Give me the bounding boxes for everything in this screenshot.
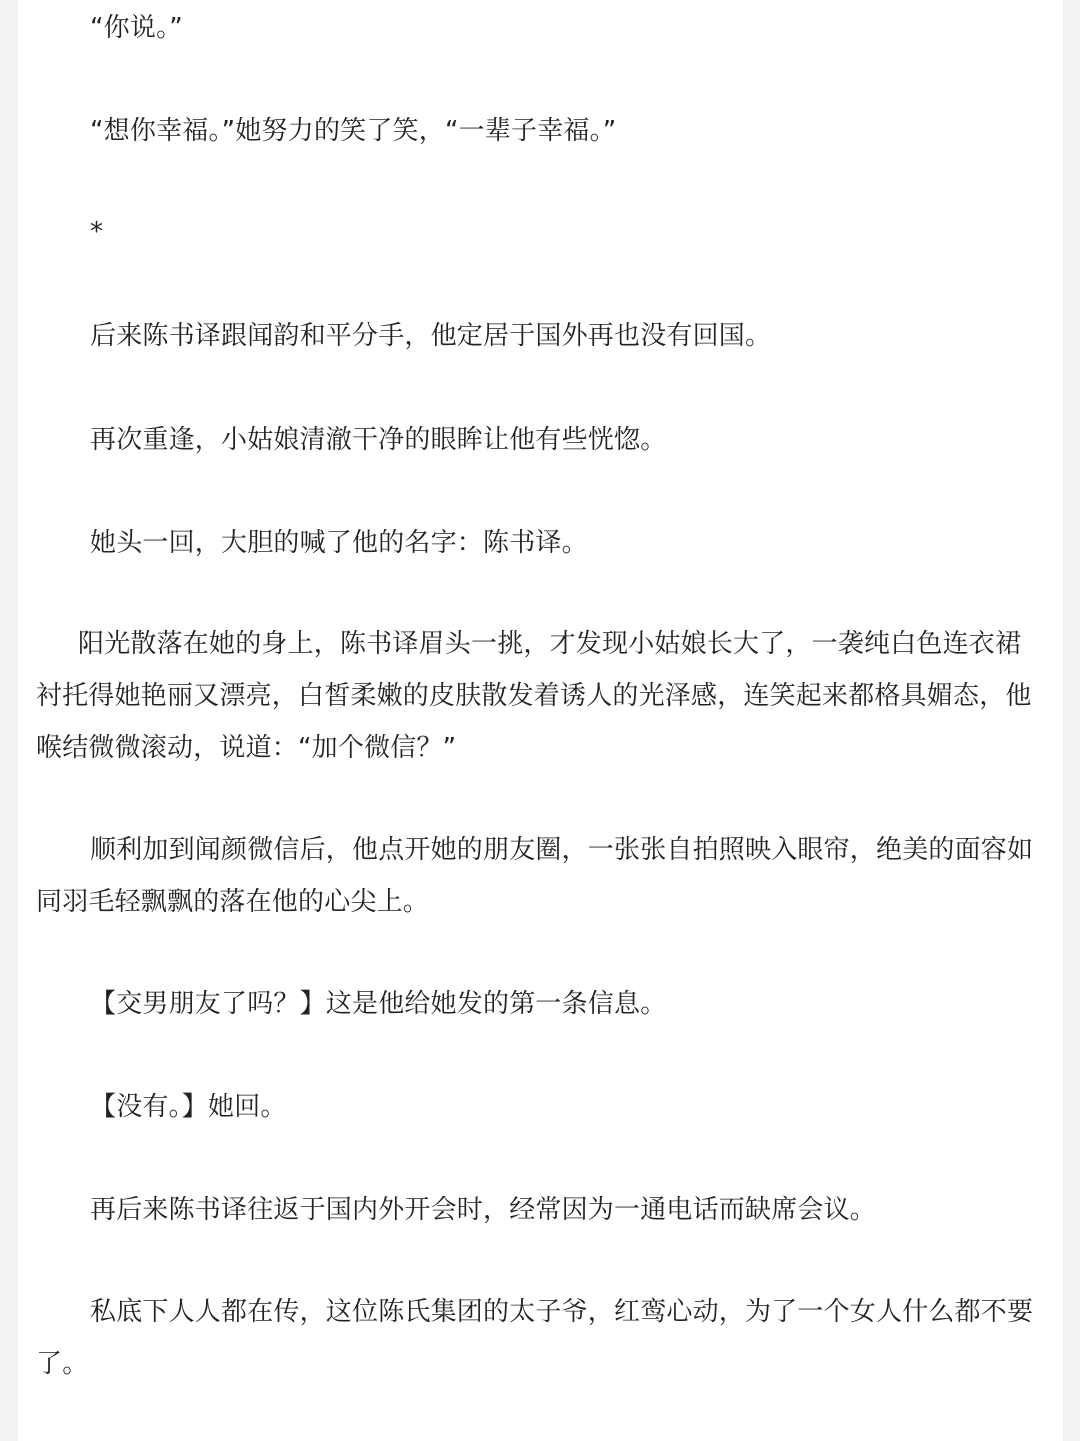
paragraph-7: 顺利加到闻颜微信后，他点开她的朋友圈，一张张自拍照映入眼帘，绝美的面容如同羽毛轻飘飘的落在他的心尖上。 xyxy=(36,835,1034,917)
paragraph-11: 私底下人人都在传，这位陈氏集团的太子爷，红鸾心动，为了一个女人什么都不要了。 xyxy=(36,1297,1034,1379)
article-page xyxy=(18,0,1063,1441)
paragraph-4: 再次重逢，小姑娘清澈干净的眼眸让他有些恍惚。 xyxy=(90,425,667,455)
paragraph-2: “想你幸福。”她努力的笑了笑，“一辈子幸福。” xyxy=(90,116,617,146)
paragraph-3: 后来陈书译跟闻韵和平分手，他定居于国外再也没有回国。 xyxy=(90,321,772,351)
paragraph-8: 【交男朋友了吗？】这是他给她发的第一条信息。 xyxy=(90,989,667,1019)
paragraph-1: “你说。” xyxy=(90,13,183,43)
paragraph-9: 【没有。】她回。 xyxy=(90,1092,287,1122)
paragraph-5: 她头一回，大胆的喊了他的名字：陈书译。 xyxy=(90,528,588,558)
paragraph-6: 阳光散落在她的身上，陈书译眉头一挑，才发现小姑娘长大了，一袭纯白色连衣裙衬托得她艳丽又漂亮，白皙柔嫩的皮肤散发着诱人的光泽感，连笑起来都格具媚态，他喉结微微滚动，说道：“加个微信？” xyxy=(36,629,1032,763)
section-break-asterisk: * xyxy=(90,217,104,247)
paragraph-10: 再后来陈书译往返于国内外开会时，经常因为一通电话而缺席会议。 xyxy=(90,1195,877,1225)
